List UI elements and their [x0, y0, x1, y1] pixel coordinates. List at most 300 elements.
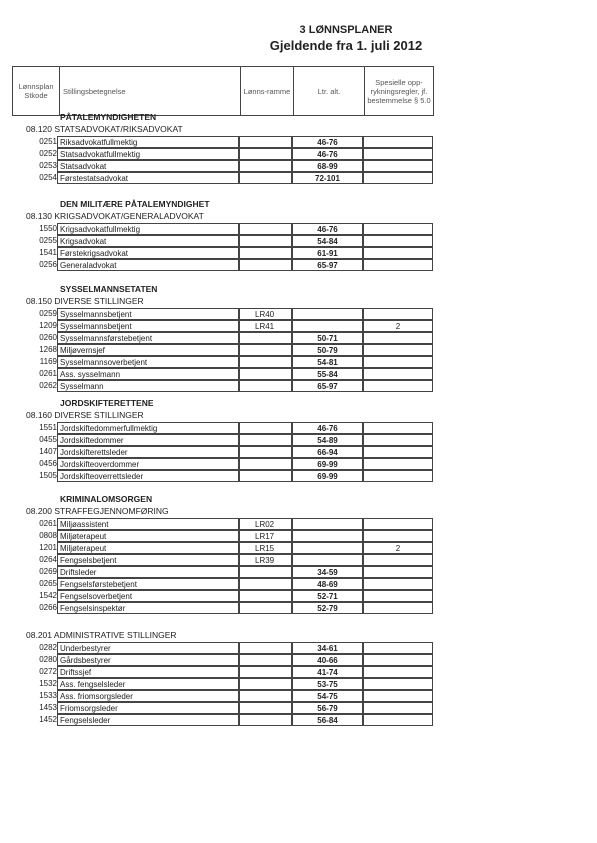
- position-title-cell: [57, 602, 239, 614]
- position-code: 0254: [39, 173, 57, 182]
- special-rule-cell: [363, 654, 433, 666]
- salary-range-cell: [239, 702, 292, 714]
- salary-grade-range: 68-99: [317, 162, 338, 171]
- position-code: 0255: [39, 236, 57, 245]
- table-row: [0, 235, 440, 247]
- table-row: [0, 446, 440, 458]
- position-title-cell: [57, 380, 239, 392]
- group-heading: [26, 211, 204, 221]
- special-rule-cell: [363, 590, 433, 602]
- position-code: 0280: [39, 655, 57, 664]
- position-title: Miljøterapeut: [60, 544, 107, 553]
- salary-grade-range-cell: [292, 434, 363, 446]
- salary-range: LR15: [255, 544, 275, 553]
- table-row: [0, 344, 440, 356]
- table-row: [0, 247, 440, 259]
- table-row: [0, 678, 440, 690]
- salary-grade-range-cell: [292, 690, 363, 702]
- group-code: 08.130: [26, 211, 52, 221]
- table-row: [0, 223, 440, 235]
- salary-range-cell: [239, 332, 292, 344]
- table-row: [0, 332, 440, 344]
- salary-range-cell: [239, 344, 292, 356]
- special-rule-cell: [363, 470, 433, 482]
- position-title-cell: [57, 434, 239, 446]
- group-heading: [26, 296, 144, 306]
- special-rule-cell: [363, 148, 433, 160]
- position-title-cell: [57, 160, 239, 172]
- salary-grade-range-cell: [292, 344, 363, 356]
- position-title-cell: [57, 320, 239, 332]
- special-rule-cell: [363, 223, 433, 235]
- salary-grade-range: 50-79: [317, 346, 338, 355]
- special-rule-cell: [363, 136, 433, 148]
- salary-grade-range: 69-99: [317, 460, 338, 469]
- table-row: [0, 458, 440, 470]
- salary-range: LR17: [255, 532, 275, 541]
- salary-grade-range: 46-76: [317, 225, 338, 234]
- table-row: [0, 590, 440, 602]
- table-row: [0, 434, 440, 446]
- position-code: 0262: [39, 381, 57, 390]
- salary-grade-range: 48-69: [317, 580, 338, 589]
- salary-grade-range: 41-74: [317, 668, 338, 677]
- salary-grade-range-cell: [292, 247, 363, 259]
- position-title-cell: [57, 518, 239, 530]
- position-code: 1453: [39, 703, 57, 712]
- position-title: Miljøterapeut: [60, 532, 107, 541]
- special-rule-cell: [363, 542, 433, 554]
- special-rule-cell: [363, 172, 433, 184]
- salary-grade-range-cell: [292, 702, 363, 714]
- group-name: ADMINISTRATIVE STILLINGER: [53, 630, 177, 640]
- table-row: [0, 320, 440, 332]
- salary-grade-range: 52-71: [317, 592, 338, 601]
- salary-grade-range-cell: [292, 666, 363, 678]
- salary-range-cell: [239, 446, 292, 458]
- salary-grade-range: 55-84: [317, 370, 338, 379]
- salary-range-cell: [239, 458, 292, 470]
- salary-grade-range-cell: [292, 542, 363, 554]
- position-title-cell: [57, 148, 239, 160]
- position-title-cell: [57, 308, 239, 320]
- position-title: Sysselmannsoverbetjent: [60, 358, 148, 367]
- salary-range-cell: [239, 566, 292, 578]
- salary-range: LR40: [255, 310, 275, 319]
- position-title: Jordskiftedommerfullmektig: [60, 424, 158, 433]
- position-code: 0282: [39, 643, 57, 652]
- position-title-cell: [57, 566, 239, 578]
- special-rule-cell: [363, 690, 433, 702]
- group-heading: [26, 506, 169, 516]
- group-heading: [26, 124, 183, 134]
- table-row: [0, 566, 440, 578]
- position-title: Fengselsinspektør: [60, 604, 126, 613]
- document-title: 3 LØNNSPLANER: [299, 24, 393, 36]
- table-row: [0, 542, 440, 554]
- salary-range-cell: [239, 530, 292, 542]
- position-code: 1550: [39, 224, 57, 233]
- salary-range-cell: [239, 368, 292, 380]
- position-title: Jordskiftedommer: [60, 436, 124, 445]
- special-rule-cell: [363, 642, 433, 654]
- position-title: Miljøassistent: [60, 520, 109, 529]
- position-code: 0260: [39, 333, 57, 342]
- salary-grade-range-cell: [292, 422, 363, 434]
- salary-range-cell: [239, 160, 292, 172]
- position-code: 0265: [39, 579, 57, 588]
- position-title: Ass. fengselsleder: [60, 680, 126, 689]
- position-title: Jordskifterettsleder: [60, 448, 128, 457]
- salary-range: LR41: [255, 322, 275, 331]
- position-code: 0251: [39, 137, 57, 146]
- special-rule-cell: [363, 344, 433, 356]
- salary-grade-range-cell: [292, 446, 363, 458]
- position-title-cell: [57, 542, 239, 554]
- position-code: 1551: [39, 423, 57, 432]
- table-row: [0, 518, 440, 530]
- salary-range: LR02: [255, 520, 275, 529]
- special-rule-cell: [363, 702, 433, 714]
- table-row: [0, 172, 440, 184]
- special-rule-cell: [363, 247, 433, 259]
- position-title: Sysselmannsførstebetjent: [60, 334, 153, 343]
- special-rule-cell: [363, 320, 433, 332]
- position-code: 1209: [39, 321, 57, 330]
- salary-grade-range-cell: [292, 259, 363, 271]
- position-title: Riksadvokatfullmektig: [60, 138, 138, 147]
- position-title-cell: [57, 235, 239, 247]
- group-heading: [26, 410, 144, 420]
- salary-range-cell: [239, 578, 292, 590]
- table-row: [0, 470, 440, 482]
- salary-grade-range-cell: [292, 148, 363, 160]
- salary-range-cell: [239, 690, 292, 702]
- position-title: Underbestyrer: [60, 644, 111, 653]
- salary-range-cell: [239, 136, 292, 148]
- table-row: [0, 148, 440, 160]
- position-code: 0264: [39, 555, 57, 564]
- salary-grade-range: 53-75: [317, 680, 338, 689]
- special-rule-cell: [363, 332, 433, 344]
- group-code: 08.150: [26, 296, 52, 306]
- position-code: 0252: [39, 149, 57, 158]
- position-code: 1268: [39, 345, 57, 354]
- position-code: 1169: [39, 357, 57, 366]
- salary-grade-range: 65-97: [317, 261, 338, 270]
- position-title-cell: [57, 642, 239, 654]
- salary-range-cell: [239, 666, 292, 678]
- table-row: [0, 530, 440, 542]
- salary-grade-range-cell: [292, 235, 363, 247]
- salary-range-cell: [239, 247, 292, 259]
- salary-range-cell: [239, 320, 292, 332]
- position-title-cell: [57, 223, 239, 235]
- table-row: [0, 714, 440, 726]
- salary-grade-range-cell: [292, 714, 363, 726]
- salary-range-cell: [239, 542, 292, 554]
- salary-grade-range-cell: [292, 678, 363, 690]
- salary-grade-range: 56-84: [317, 716, 338, 725]
- special-rule-cell: [363, 714, 433, 726]
- table-row: [0, 702, 440, 714]
- salary-range-cell: [239, 223, 292, 235]
- table-row: [0, 422, 440, 434]
- section-heading: PÅTALEMYNDIGHETEN: [60, 112, 157, 122]
- salary-grade-range-cell: [292, 554, 363, 566]
- group-code: 08.200: [26, 506, 52, 516]
- special-rule-cell: [363, 308, 433, 320]
- position-code: 1532: [39, 679, 57, 688]
- position-title: Sysselmannsbetjent: [60, 310, 132, 319]
- position-title: Fengselsleder: [60, 716, 111, 725]
- table-row: [0, 356, 440, 368]
- salary-grade-range: 54-84: [317, 237, 338, 246]
- special-rule-cell: [363, 422, 433, 434]
- position-title: Friomsorgsleder: [60, 704, 118, 713]
- group-heading: [26, 630, 177, 640]
- salary-range-cell: [239, 259, 292, 271]
- table-row: [0, 642, 440, 654]
- position-title-cell: [57, 678, 239, 690]
- position-code: 1541: [39, 248, 57, 257]
- special-rule-cell: [363, 554, 433, 566]
- table-row: [0, 666, 440, 678]
- position-title: Krigsadvokatfullmektig: [60, 225, 141, 234]
- section-heading: SYSSELMANNSETATEN: [60, 284, 158, 294]
- salary-grade-range: 52-79: [317, 604, 338, 613]
- salary-grade-range: 56-79: [317, 704, 338, 713]
- position-title-cell: [57, 259, 239, 271]
- position-title-cell: [57, 332, 239, 344]
- table-header: [12, 66, 434, 116]
- salary-grade-range: 40-66: [317, 656, 338, 665]
- group-name: DIVERSE STILLINGER: [54, 410, 144, 420]
- position-code: 0272: [39, 667, 57, 676]
- salary-grade-range: 61-91: [317, 249, 338, 258]
- table-row: [0, 380, 440, 392]
- position-title: Miljøvernsjef: [60, 346, 105, 355]
- salary-grade-range: 72-101: [315, 174, 340, 183]
- position-code: 1505: [39, 471, 57, 480]
- salary-range-cell: [239, 470, 292, 482]
- salary-grade-range-cell: [292, 380, 363, 392]
- salary-range-cell: [239, 518, 292, 530]
- special-rule-cell: [363, 518, 433, 530]
- salary-range-cell: [239, 356, 292, 368]
- position-title: Fengselsoverbetjent: [60, 592, 133, 601]
- salary-grade-range-cell: [292, 470, 363, 482]
- salary-grade-range-cell: [292, 518, 363, 530]
- position-title-cell: [57, 136, 239, 148]
- header-code: Lønnsplan Stkode: [13, 67, 60, 115]
- table-row: [0, 308, 440, 320]
- special-rule-cell: [363, 458, 433, 470]
- salary-grade-range-cell: [292, 458, 363, 470]
- salary-range-cell: [239, 235, 292, 247]
- salary-range-cell: [239, 678, 292, 690]
- position-code: 1407: [39, 447, 57, 456]
- group-code: 08.201: [26, 630, 52, 640]
- position-title-cell: [57, 554, 239, 566]
- special-rule-cell: [363, 578, 433, 590]
- salary-range-cell: [239, 422, 292, 434]
- salary-grade-range-cell: [292, 368, 363, 380]
- special-rule: 2: [395, 322, 401, 331]
- salary-range-cell: [239, 654, 292, 666]
- salary-range-cell: [239, 308, 292, 320]
- salary-grade-range-cell: [292, 223, 363, 235]
- salary-range-cell: [239, 590, 292, 602]
- special-rule-cell: [363, 259, 433, 271]
- position-title-cell: [57, 422, 239, 434]
- group-name: STATSADVOKAT/RIKSADVOKAT: [54, 124, 183, 134]
- position-code: 0269: [39, 567, 57, 576]
- position-title-cell: [57, 666, 239, 678]
- table-row: [0, 654, 440, 666]
- position-code: 1201: [39, 543, 57, 552]
- salary-grade-range: 34-61: [317, 644, 338, 653]
- position-title-cell: [57, 530, 239, 542]
- salary-range-cell: [239, 602, 292, 614]
- salary-range-cell: [239, 554, 292, 566]
- table-row: [0, 136, 440, 148]
- position-title: Statsadvokat: [60, 162, 107, 171]
- special-rule-cell: [363, 678, 433, 690]
- salary-grade-range-cell: [292, 320, 363, 332]
- position-code: 1533: [39, 691, 57, 700]
- salary-grade-range: 46-76: [317, 424, 338, 433]
- position-title-cell: [57, 368, 239, 380]
- table-row: [0, 368, 440, 380]
- position-code: 1452: [39, 715, 57, 724]
- position-title-cell: [57, 714, 239, 726]
- position-title-cell: [57, 247, 239, 259]
- table-row: [0, 602, 440, 614]
- group-name: STRAFFEGJENNOMFØRING: [54, 506, 169, 516]
- position-code: 0253: [39, 161, 57, 170]
- special-rule-cell: [363, 160, 433, 172]
- position-title: Ass. sysselmann: [60, 370, 121, 379]
- position-title: Jordskifteoverdommer: [60, 460, 140, 469]
- table-row: [0, 259, 440, 271]
- position-code: 0455: [39, 435, 57, 444]
- table-row: [0, 578, 440, 590]
- position-title: Generaladvokat: [60, 261, 117, 270]
- salary-grade-range-cell: [292, 590, 363, 602]
- salary-grade-range: 54-81: [317, 358, 338, 367]
- position-title: Ass. friomsorgsleder: [60, 692, 133, 701]
- special-rule-cell: [363, 602, 433, 614]
- position-title-cell: [57, 590, 239, 602]
- position-title: Driftsleder: [60, 568, 97, 577]
- salary-range-cell: [239, 434, 292, 446]
- salary-grade-range: 54-75: [317, 692, 338, 701]
- header-special-rules: Spesielle opp-rykningsregler, jf. bestemmelse § 5.0: [367, 77, 431, 105]
- group-name: DIVERSE STILLINGER: [54, 296, 144, 306]
- position-code: 0261: [39, 369, 57, 378]
- header-description: Stillingsbetegnelse: [60, 67, 241, 115]
- salary-grade-range-cell: [292, 566, 363, 578]
- position-title-cell: [57, 702, 239, 714]
- position-title-cell: [57, 470, 239, 482]
- position-title: Gårdsbestyrer: [60, 656, 111, 665]
- salary-grade-range: 46-76: [317, 138, 338, 147]
- position-title: Fengselsførstebetjent: [60, 580, 137, 589]
- position-title-cell: [57, 654, 239, 666]
- salary-grade-range: 34-59: [317, 568, 338, 577]
- table-row: [0, 554, 440, 566]
- header-salary-range: Lønns-ramme: [241, 67, 294, 115]
- header-salary-grade: Ltr. alt.: [294, 67, 365, 115]
- section-heading: DEN MILITÆRE PÅTALEMYNDIGHET: [60, 199, 210, 209]
- group-name: KRIGSADVOKAT/GENERALADVOKAT: [54, 211, 204, 221]
- salary-grade-range-cell: [292, 530, 363, 542]
- position-code: 0259: [39, 309, 57, 318]
- position-title: Fengselsbetjent: [60, 556, 117, 565]
- position-title: Statsadvokatfullmektig: [60, 150, 141, 159]
- position-title-cell: [57, 446, 239, 458]
- special-rule-cell: [363, 434, 433, 446]
- salary-grade-range-cell: [292, 332, 363, 344]
- position-code: 0808: [39, 531, 57, 540]
- special-rule-cell: [363, 356, 433, 368]
- salary-range-cell: [239, 172, 292, 184]
- position-code: 0256: [39, 260, 57, 269]
- position-title: Driftssjef: [60, 668, 92, 677]
- position-code: 0266: [39, 603, 57, 612]
- special-rule-cell: [363, 368, 433, 380]
- special-rule-cell: [363, 530, 433, 542]
- salary-range-cell: [239, 642, 292, 654]
- position-title-cell: [57, 172, 239, 184]
- salary-grade-range: 66-94: [317, 448, 338, 457]
- salary-range-cell: [239, 148, 292, 160]
- special-rule-cell: [363, 235, 433, 247]
- salary-grade-range-cell: [292, 356, 363, 368]
- salary-grade-range-cell: [292, 308, 363, 320]
- salary-grade-range-cell: [292, 136, 363, 148]
- position-title-cell: [57, 356, 239, 368]
- position-code: 1542: [39, 591, 57, 600]
- salary-grade-range-cell: [292, 602, 363, 614]
- group-code: 08.160: [26, 410, 52, 420]
- salary-grade-range: 69-99: [317, 472, 338, 481]
- salary-grade-range-cell: [292, 172, 363, 184]
- salary-grade-range: 50-71: [317, 334, 338, 343]
- position-code: 0456: [39, 459, 57, 468]
- special-rule: 2: [395, 544, 401, 553]
- salary-grade-range-cell: [292, 160, 363, 172]
- position-title: Sysselmannsbetjent: [60, 322, 132, 331]
- salary-grade-range: 54-89: [317, 436, 338, 445]
- salary-range-cell: [239, 714, 292, 726]
- special-rule-cell: [363, 566, 433, 578]
- salary-grade-range: 65-97: [317, 382, 338, 391]
- table-row: [0, 690, 440, 702]
- salary-grade-range-cell: [292, 654, 363, 666]
- salary-range-cell: [239, 380, 292, 392]
- section-heading: JORDSKIFTERETTENE: [60, 398, 154, 408]
- position-title: Krigsadvokat: [60, 237, 107, 246]
- salary-range: LR39: [255, 556, 275, 565]
- position-title: Jordskifteoverrettsleder: [60, 472, 144, 481]
- salary-grade-range-cell: [292, 578, 363, 590]
- position-title: Førstekrigsadvokat: [60, 249, 129, 258]
- special-rule-cell: [363, 380, 433, 392]
- document-subtitle: Gjeldende fra 1. juli 2012: [269, 38, 423, 53]
- group-code: 08.120: [26, 124, 52, 134]
